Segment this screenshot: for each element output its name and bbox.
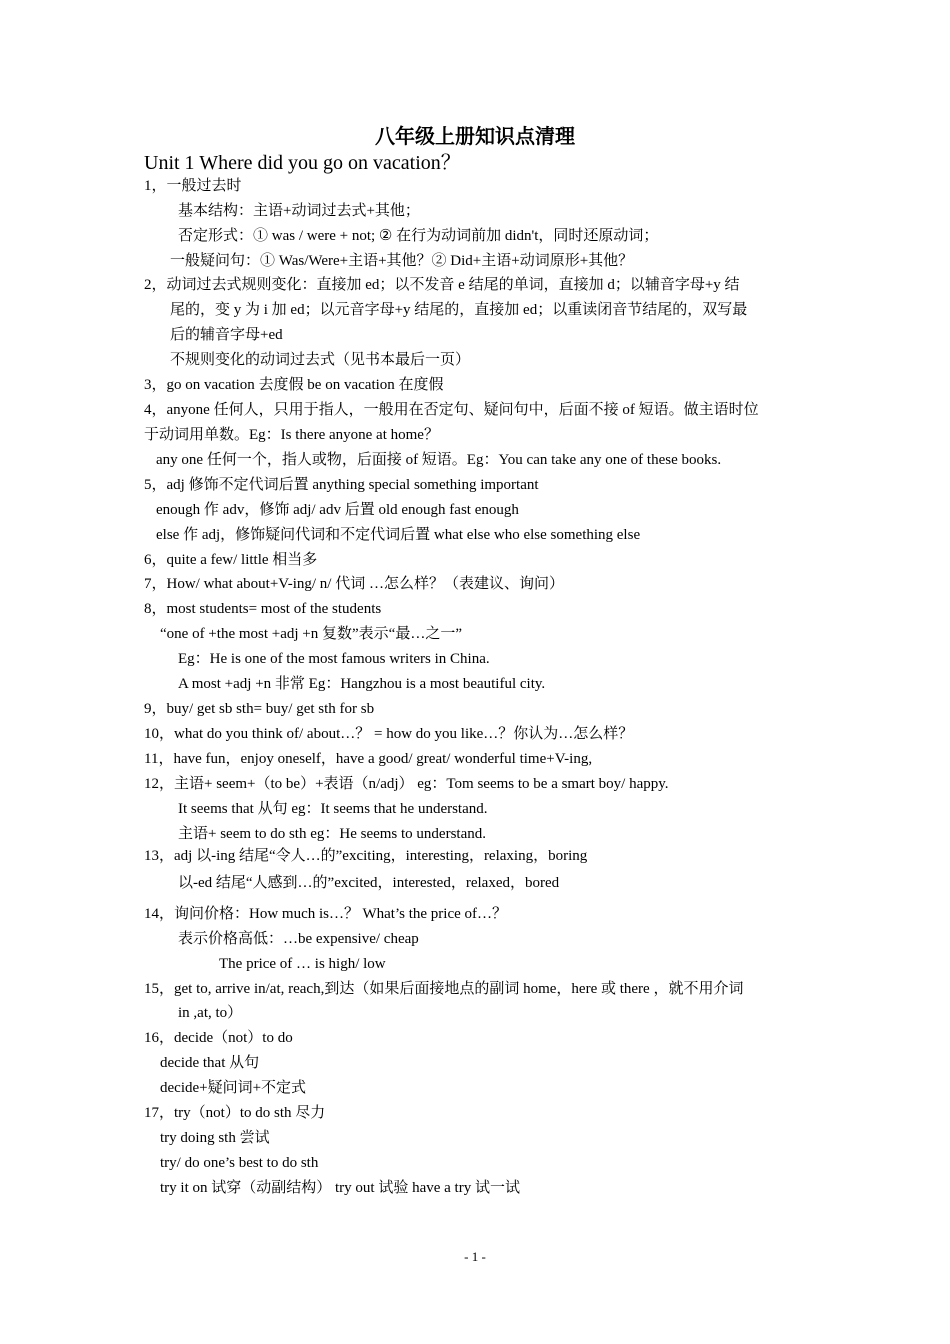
text-line: 13，adj 以-ing 结尾“令人…的”exciting，interesting，relaxing，boring xyxy=(144,848,588,864)
page-title: 八年级上册知识点清理 xyxy=(375,126,575,148)
unit-heading: Unit 1 Where did you go on vacation？ xyxy=(144,152,461,174)
text-line: 以-ed 结尾“人感到…的”excited，interested，relaxed，bored xyxy=(178,875,560,891)
text-line: 后的辅音字母+ed xyxy=(170,327,283,343)
text-line: 10，what do you think of/ about…？ = how do you like…？你认为…怎么样？ xyxy=(144,726,634,742)
text-line: 尾的，变 y 为 i 加 ed；以元音字母+y 结尾的，直接加 ed；以重读闭音节结尾的，双写最 xyxy=(170,302,748,318)
text-line: 14，询问价格：How much is…？ What’s the price of…？ xyxy=(144,906,508,922)
text-line: decide that 从句 xyxy=(160,1055,260,1071)
page-number: - 1 - xyxy=(464,1249,486,1264)
text-line: It seems that 从句 eg：It seems that he understand. xyxy=(178,801,488,817)
text-line: Eg：He is one of the most famous writers in China. xyxy=(178,651,490,667)
text-line: 17，try（not）to do sth 尽力 xyxy=(144,1105,326,1121)
text-line: in ,at, to） xyxy=(178,1005,243,1021)
text-line: A most +adj +n 非常 Eg：Hangzhou is a most beautiful city. xyxy=(178,676,546,692)
text-line: try doing sth 尝试 xyxy=(160,1130,270,1146)
text-line: 2，动词过去式规则变化：直接加 ed；以不发音 e 结尾的单词，直接加 d；以辅音字母+y 结 xyxy=(144,277,740,293)
text-line: any one 任何一个，指人或物，后面接 of 短语。Eg：You can take any one of these books. xyxy=(156,452,722,468)
text-line: try it on 试穿（动副结构） try out 试验 have a try 试一试 xyxy=(160,1180,520,1196)
text-line: 4，anyone 任何人，只用于指人，一般用在否定句、疑问句中，后面不接 of 短语。做主语时位 xyxy=(144,402,759,418)
text-line: 1，一般过去时 xyxy=(144,178,242,194)
text-line: 6，quite a few/ little 相当多 xyxy=(144,552,318,568)
text-line: The price of … is high/ low xyxy=(219,956,386,972)
text-line: 12，主语+ seem+（to be）+表语（n/adj） eg：Tom seems to be a smart boy/ happy. xyxy=(144,776,669,792)
text-line: decide+疑问词+不定式 xyxy=(160,1080,307,1096)
text-line: 5，adj 修饰不定代词后置 anything special something important xyxy=(144,477,539,493)
text-line: else 作 adj，修饰疑问代词和不定代词后置 what else who else something else xyxy=(156,527,641,543)
text-line: 一般疑问句：① Was/Were+主语+其他？② Did+主语+动词原形+其他？ xyxy=(170,253,634,269)
text-line: 主语+ seem to do sth eg：He seems to understand. xyxy=(178,826,486,842)
text-line: 11，have fun，enjoy oneself，have a good/ great/ wonderful time+V-ing, xyxy=(144,751,593,767)
text-line: 15，get to, arrive in/at, reach,到达（如果后面接地点的副词 home，here 或 there ，就不用介词 xyxy=(144,981,744,997)
text-line: 基本结构：主语+动词过去式+其他； xyxy=(178,203,420,219)
text-line: 表示价格高低：…be expensive/ cheap xyxy=(178,931,419,947)
text-line: enough 作 adv，修饰 adj/ adv 后置 old enough fast enough xyxy=(156,502,519,518)
text-line: 16，decide（not）to do xyxy=(144,1030,293,1046)
text-line: 3，go on vacation 去度假 be on vacation 在度假 xyxy=(144,377,444,393)
text-line: 否定形式：① was / were + not; ② 在行为动词前加 didn't，同时还原动词； xyxy=(178,228,659,244)
text-line: 9，buy/ get sb sth= buy/ get sth for sb xyxy=(144,701,375,717)
text-line: 7，How/ what about+V-ing/ n/ 代词 …怎么样？（表建议、询问） xyxy=(144,576,564,592)
text-line: 不规则变化的动词过去式（见书本最后一页） xyxy=(170,352,471,368)
text-line: try/ do one’s best to do sth xyxy=(160,1155,319,1171)
text-line: 于动词用单数。Eg：Is there anyone at home？ xyxy=(144,427,439,443)
text-line: 8，most students= most of the students xyxy=(144,601,382,617)
text-line: “one of +the most +adj +n 复数”表示“最…之一” xyxy=(160,626,462,642)
